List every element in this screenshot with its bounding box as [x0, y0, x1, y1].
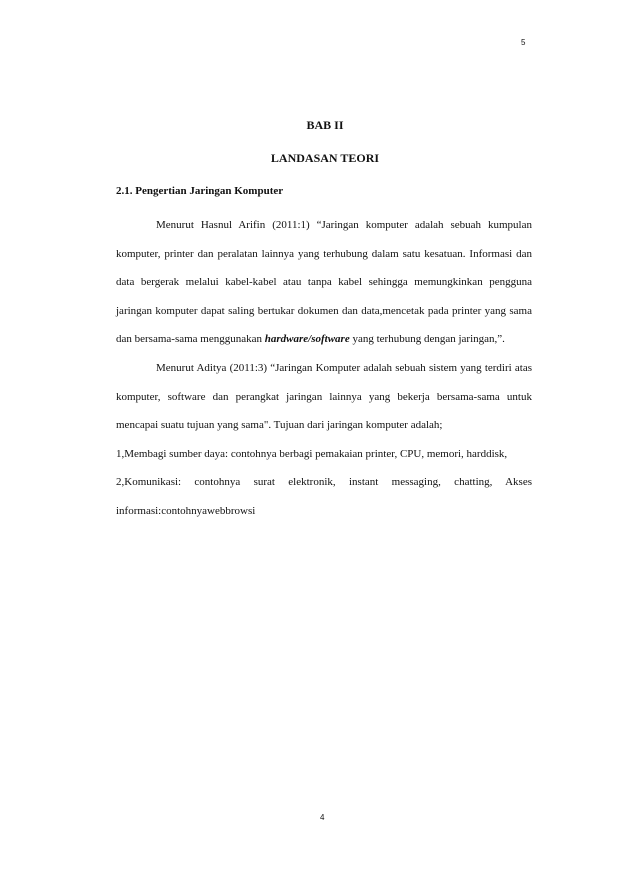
paragraph-text: Menurut Hasnul Arifin (2011:1) “Jaringan komputer adalah sebuah kumpulan komputer, printer dan peralatan lainnya yang terhubung dalam satu kesatuan. Informasi dan data bergerak melalui kabel-kabel atau tanpa kabel sehingga memungkinkan pengguna jaringan komputer dapat saling bertukar dokumen dan data,mencetak pada printer yang sama dan bersama-sama menggunakan: [116, 219, 532, 346]
chapter-subtitle: LANDASAN TEORI: [270, 151, 380, 165]
chapter-title: BAB II: [306, 118, 344, 132]
paragraph-definition-aditya: Menurut Aditya (2011:3) “Jaringan Komputer adalah sebuah sistem yang terdiri atas komputer, software dan perangkat jaringan lainnya yang bekerja bersama-sama untuk mencapai suatu tujuan yang sama". Tujuan dari jaringan komputer adalah;: [116, 361, 532, 432]
emphasis-term: hardware/software: [264, 333, 350, 346]
list-item-resource-sharing: 1,Membagi sumber daya: contohnya berbagi pemakaian printer, CPU, memori, harddisk,: [116, 447, 508, 460]
paragraph-text: yang terhubung dengan jaringan,”.: [349, 333, 505, 346]
paragraph-definition-arifin: [116, 211, 532, 354]
page-number-top: 5: [521, 38, 526, 47]
section-heading: 2.1. Pengertian Jaringan Komputer: [116, 185, 284, 197]
page-number-bottom: 4: [320, 813, 325, 822]
body-text: [116, 211, 532, 526]
list-item-communication: 2,Komunikasi: contohnya surat elektronik, instant messaging, chatting, Akses informasi:contohnyawebbrowsi: [116, 476, 532, 517]
